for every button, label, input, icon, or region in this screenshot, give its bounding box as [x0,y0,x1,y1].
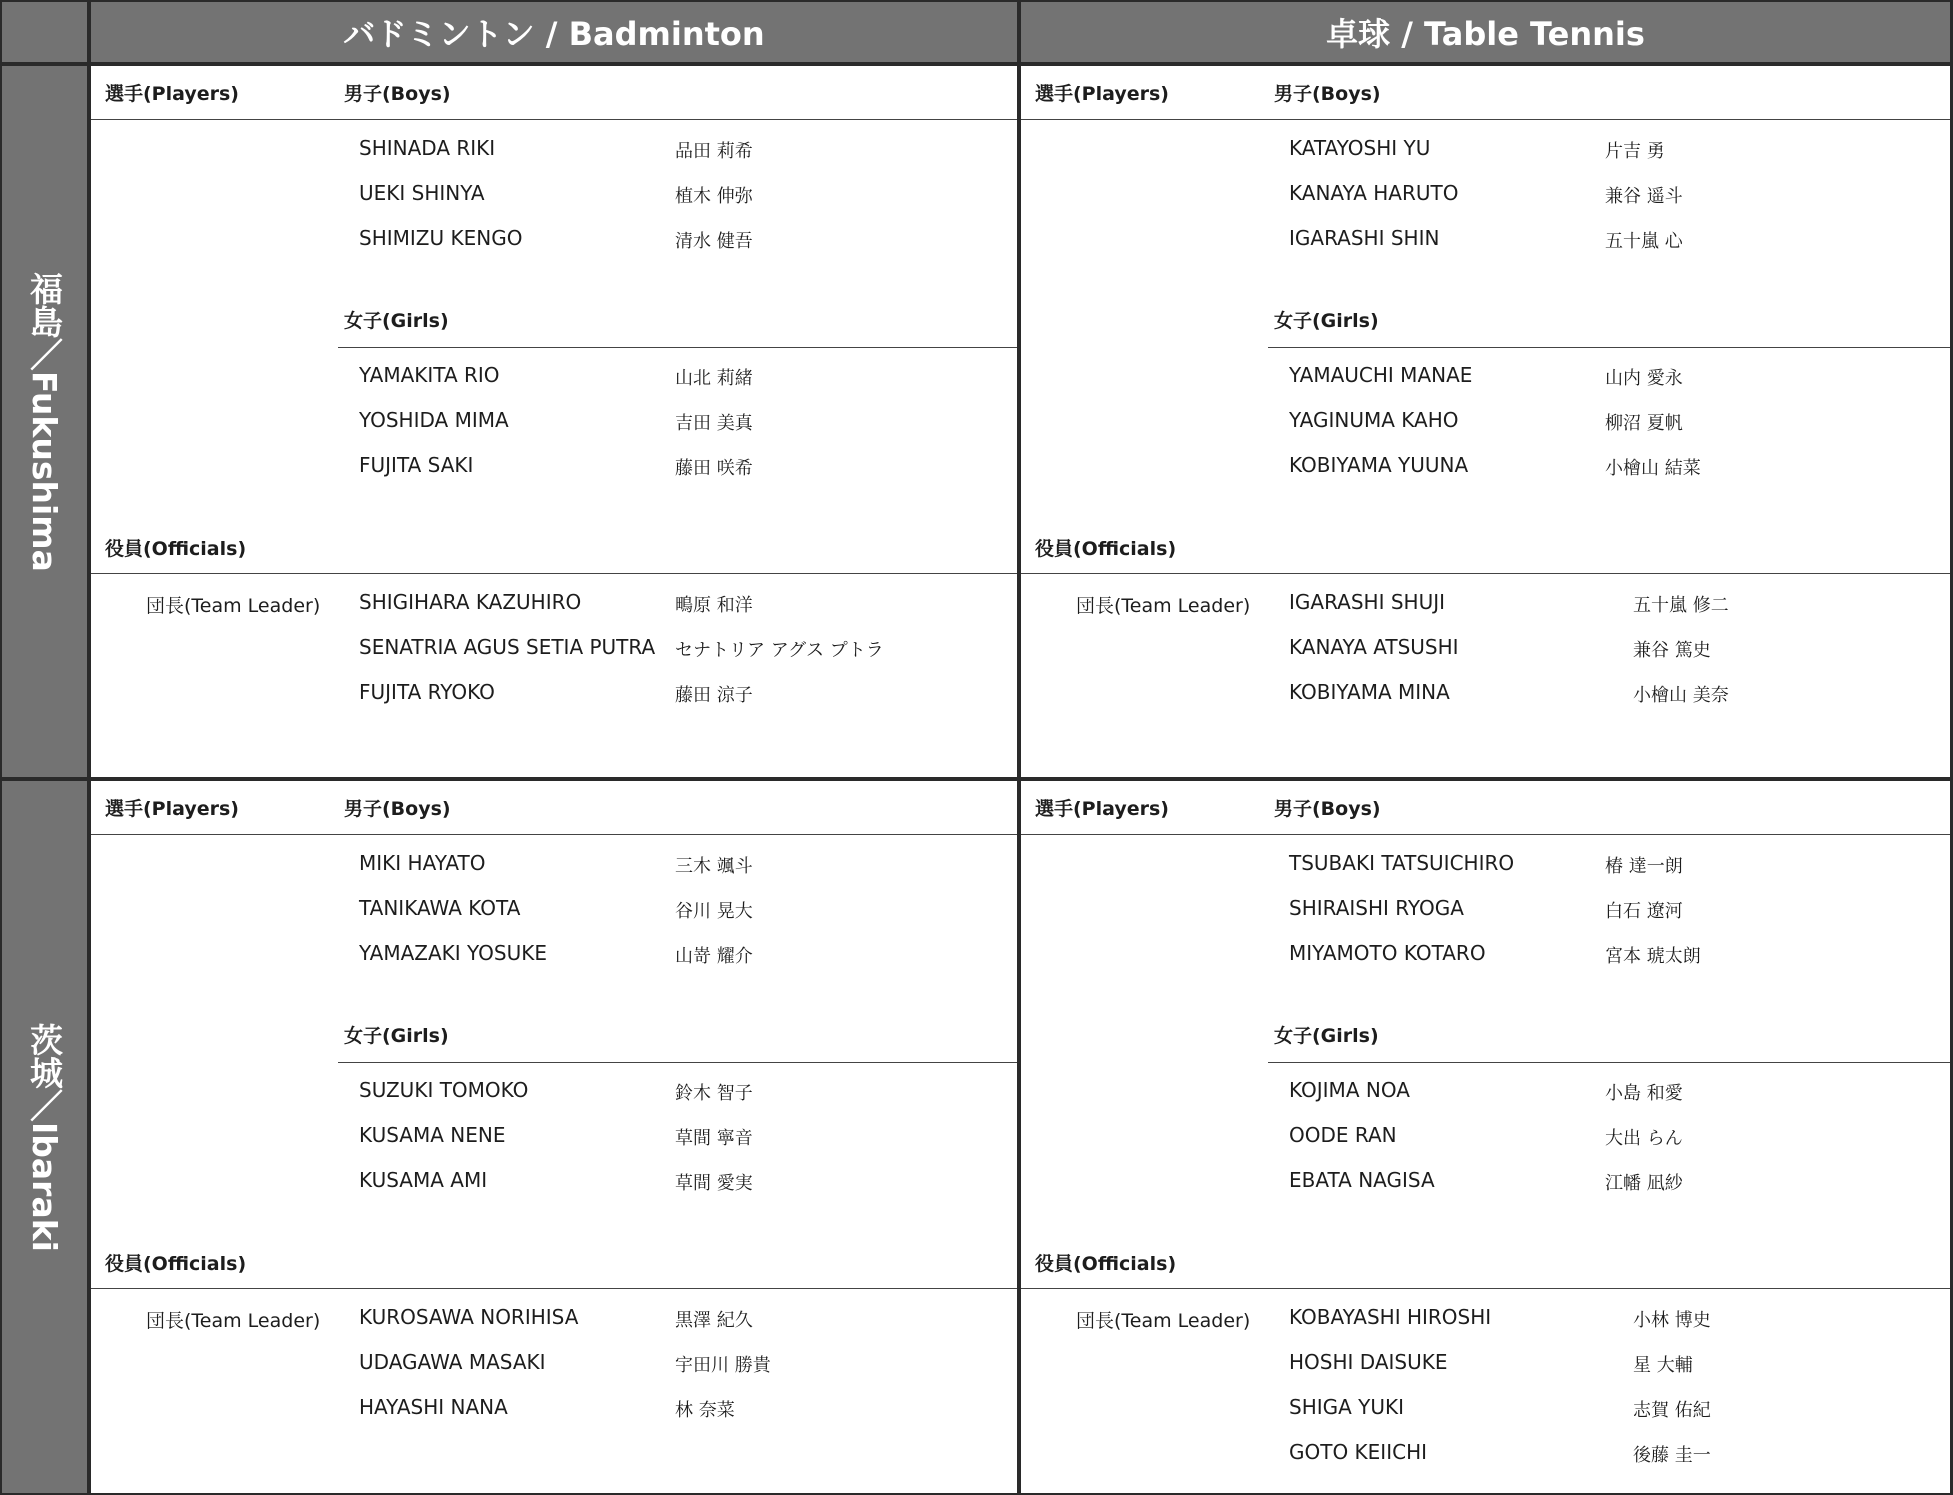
player-name: EBATA NAGISA [1289,1168,1435,1192]
official-name-jp: 藤田 涼子 [675,685,753,706]
boys-label: 男子(Boys) [344,83,451,105]
official-name: UDAGAWA MASAKI [359,1350,546,1374]
player-name-jp: 草間 愛実 [675,1173,753,1194]
player-name-jp: 山北 莉緒 [675,368,753,389]
player-name: YAMAZAKI YOSUKE [359,941,547,965]
official-name: KOBIYAMA MINA [1289,680,1450,704]
team-leader-label: 団長(Team Leader) [1076,1310,1251,1332]
player-name: SHIMIZU KENGO [359,226,523,250]
player-name: KUSAMA NENE [359,1123,506,1147]
official-name-jp: 鴫原 和洋 [675,595,753,616]
official-name-jp: 星 大輔 [1633,1355,1693,1376]
officials-label: 役員(Officials) [105,538,247,560]
player-name: IGARASHI SHIN [1289,226,1440,250]
player-name: TANIKAWA KOTA [359,896,521,920]
boys-label: 男子(Boys) [1274,798,1381,820]
official-name: SENATRIA AGUS SETIA PUTRA [359,635,656,659]
player-name-jp: 五十嵐 心 [1605,231,1683,252]
divider [1021,119,1950,120]
boys-label: 男子(Boys) [344,798,451,820]
official-name-jp: 五十嵐 修二 [1633,595,1729,616]
officials-label: 役員(Officials) [1035,1253,1177,1275]
players-label: 選手(Players) [105,83,239,105]
girls-label: 女子(Girls) [1274,310,1379,332]
divider [338,1062,1017,1063]
player-name-jp: 小檜山 結菜 [1605,458,1701,479]
player-name-jp: 草間 寧音 [675,1128,753,1149]
divider [1021,834,1950,835]
player-name: KUSAMA AMI [359,1168,488,1192]
official-name: SHIGIHARA KAZUHIRO [359,590,582,614]
players-label: 選手(Players) [1035,83,1169,105]
player-name-jp: 兼谷 遥斗 [1605,186,1683,207]
row-label-fukushima [2,66,87,777]
player-name-jp: 吉田 美真 [675,413,753,434]
roster-cell-badminton [91,781,1017,1493]
player-name: SHIRAISHI RYOGA [1289,896,1464,920]
team-leader-label: 団長(Team Leader) [146,1310,321,1332]
player-name-jp: 清水 健吾 [675,231,753,252]
player-name: KOJIMA NOA [1289,1078,1410,1102]
players-label: 選手(Players) [105,798,239,820]
player-name: YAGINUMA KAHO [1289,408,1459,432]
divider [91,1288,1017,1289]
official-name: SHIGA YUKI [1289,1395,1405,1419]
official-name: GOTO KEIICHI [1289,1440,1428,1464]
divider [91,834,1017,835]
player-name-jp: 江幡 凪紗 [1605,1173,1683,1194]
divider [1268,347,1950,348]
player-name: MIYAMOTO KOTARO [1289,941,1486,965]
boys-label: 男子(Boys) [1274,83,1381,105]
row-label-ibaraki [2,781,87,1493]
player-name-jp: 片吉 勇 [1605,141,1665,162]
official-name: KUROSAWA NORIHISA [359,1305,579,1329]
player-name: TSUBAKI TATSUICHIRO [1289,851,1515,875]
official-name: KOBAYASHI HIROSHI [1289,1305,1492,1329]
official-name-jp: 林 奈菜 [675,1400,735,1421]
player-name: SUZUKI TOMOKO [359,1078,529,1102]
official-name-jp: 兼谷 篤史 [1633,640,1711,661]
player-name-jp: 白石 遼河 [1605,901,1683,922]
official-name-jp: 小檜山 美奈 [1633,685,1729,706]
player-name-jp: 谷川 晃大 [675,901,753,922]
roster-cell-table-tennis [1021,66,1950,777]
player-name-jp: 宮本 琥太朗 [1605,946,1701,967]
team-leader-label: 団長(Team Leader) [1076,595,1251,617]
official-name: KANAYA ATSUSHI [1289,635,1459,659]
divider [91,573,1017,574]
player-name-jp: 藤田 咲希 [675,458,753,479]
official-name: FUJITA RYOKO [359,680,495,704]
column-header-badminton: バドミントン / Badminton [91,2,1017,62]
player-name: YOSHIDA MIMA [359,408,509,432]
official-name-jp: 黒澤 紀久 [675,1310,753,1331]
divider [338,347,1017,348]
player-name: UEKI SHINYA [359,181,485,205]
player-name: YAMAKITA RIO [359,363,500,387]
player-name: KANAYA HARUTO [1289,181,1459,205]
player-name: YAMAUCHI MANAE [1289,363,1473,387]
official-name: HOSHI DAISUKE [1289,1350,1448,1374]
player-name: SHINADA RIKI [359,136,496,160]
official-name-jp: 宇田川 勝貴 [675,1355,771,1376]
player-name-jp: 柳沼 夏帆 [1605,413,1683,434]
player-name: KOBIYAMA YUUNA [1289,453,1469,477]
player-name: FUJITA SAKI [359,453,474,477]
girls-label: 女子(Girls) [344,1025,449,1047]
official-name: HAYASHI NANA [359,1395,508,1419]
player-name-jp: 椿 達一朗 [1605,856,1683,877]
divider [1268,1062,1950,1063]
official-name: IGARASHI SHUJI [1289,590,1446,614]
player-name-jp: 三木 颯斗 [675,856,753,877]
corner-cell [2,2,87,62]
officials-label: 役員(Officials) [1035,538,1177,560]
roster-cell-table-tennis [1021,781,1950,1493]
player-name: OODE RAN [1289,1123,1397,1147]
players-label: 選手(Players) [1035,798,1169,820]
player-name: KATAYOSHI YU [1289,136,1431,160]
official-name-jp: 後藤 圭一 [1633,1445,1711,1466]
officials-label: 役員(Officials) [105,1253,247,1275]
player-name-jp: 植木 伸弥 [675,186,753,207]
roster-cell-badminton [91,66,1017,777]
official-name-jp: セナトリア アグス プトラ [675,640,884,661]
player-name-jp: 山内 愛永 [1605,368,1683,389]
player-name-jp: 鈴木 智子 [675,1083,753,1104]
divider [91,119,1017,120]
column-header-table-tennis: 卓球 / Table Tennis [1021,2,1950,62]
girls-label: 女子(Girls) [1274,1025,1379,1047]
official-name-jp: 小林 博史 [1633,1310,1711,1331]
player-name-jp: 小島 和愛 [1605,1083,1683,1104]
player-name-jp: 山嵜 耀介 [675,946,753,967]
player-name-jp: 品田 莉希 [675,141,753,162]
girls-label: 女子(Girls) [344,310,449,332]
row-label-text: 茨城／Ibaraki [25,1022,64,1252]
official-name-jp: 志賀 佑紀 [1633,1400,1711,1421]
row-label-text: 福島／Fukushima [25,271,64,572]
player-name-jp: 大出 らん [1605,1128,1683,1149]
player-name: MIKI HAYATO [359,851,486,875]
divider [1021,573,1950,574]
divider [1021,1288,1950,1289]
team-leader-label: 団長(Team Leader) [146,595,321,617]
